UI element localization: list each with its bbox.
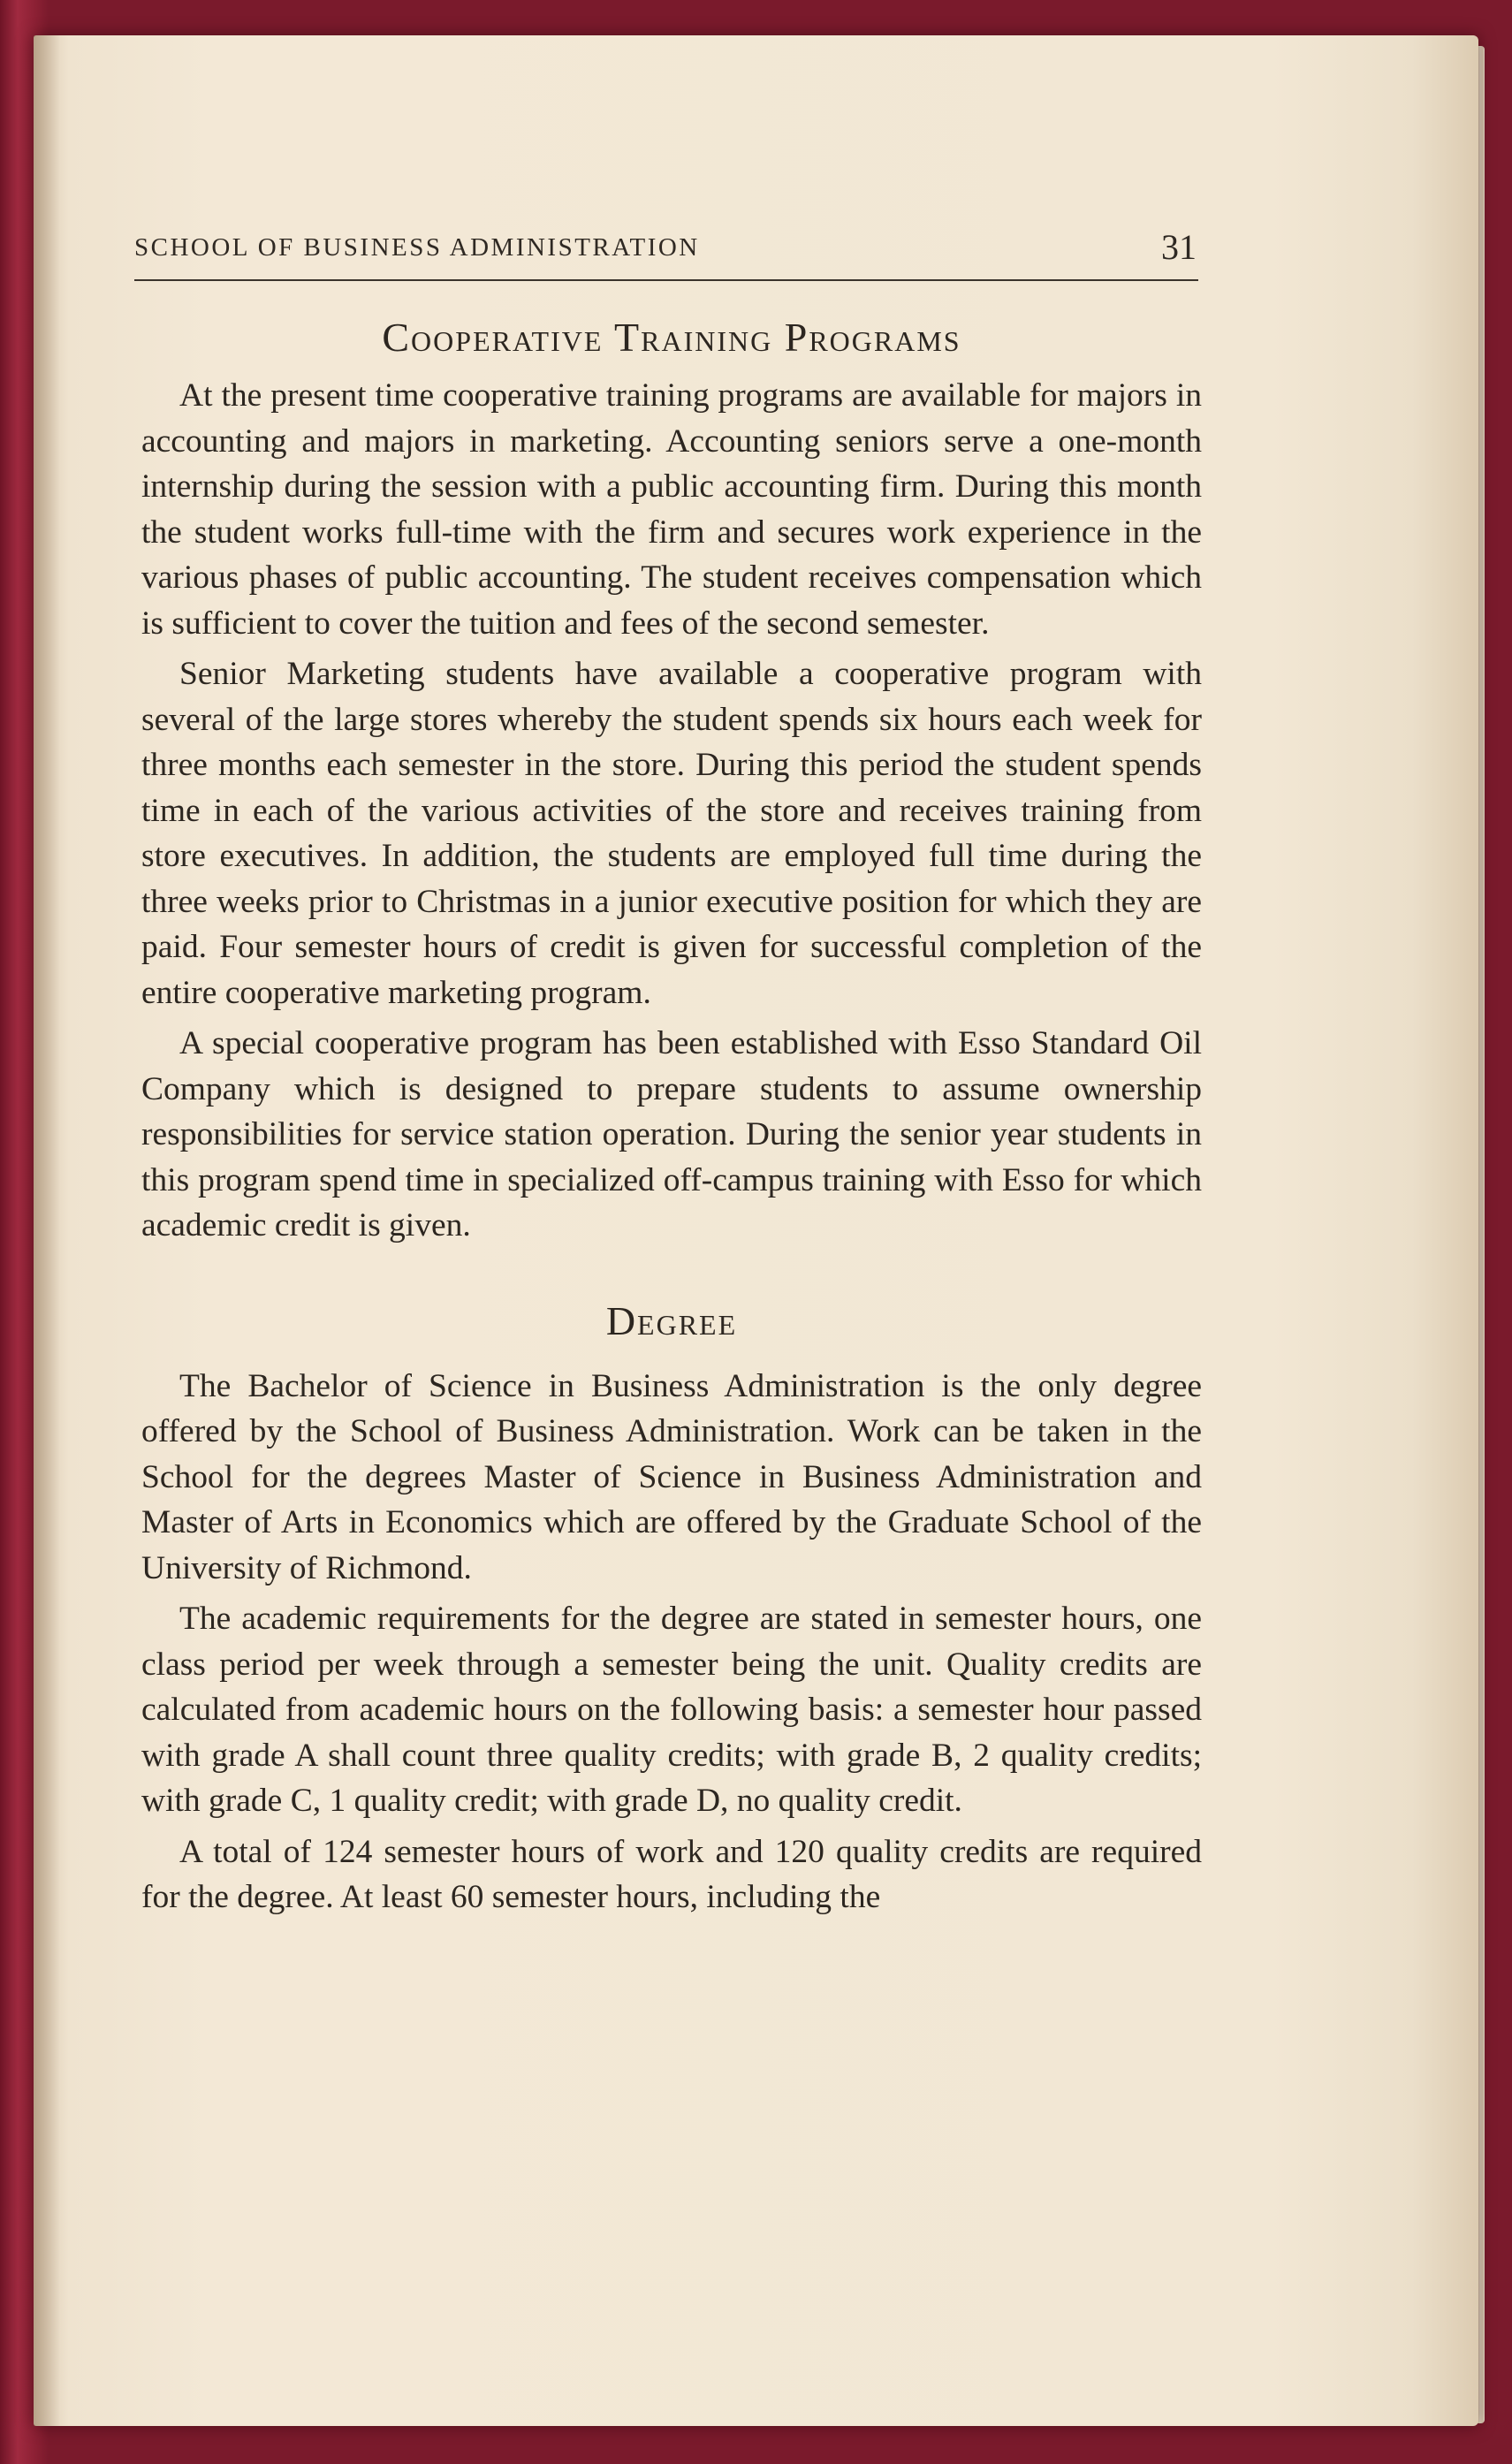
running-title: SCHOOL OF BUSINESS ADMINISTRATION [134,233,700,262]
page-body [141,315,1202,1920]
section-heading-degree: Degree [605,1297,738,1343]
paragraph: Senior Marketing students have available a cooperative program with several of the large stores whereby the student spends six hours each week for three months each semester in the store. During this period the student spends time in each of the various activities of the store and receives training from store executives. In addition, the students are employed full time during the three weeks prior to Christmas in a junior executive position for which they are paid. Four semester hours of credit is given for successful completion of the entire cooperative marketing program. [141,656,1202,1011]
paragraph: The Bachelor of Science in Business Administration is the only degree offered by the School of Business Administration. Work can be taken in the School for the degrees Master of Science in Business Administration and Master of Arts in Economics which are offered by the Graduate School of the University of Richmond. [141,1367,1202,1586]
paragraph: A total of 124 semester hours of work and 120 quality credits are required for the degree. At least 60 semester hours, including the [141,1833,1202,1915]
paragraph: At the present time cooperative training programs are available for majors in accounting and majors in marketing. Accounting seniors serve a one-month internship during the session with a public accounting firm. During this month the student works full-time with the firm and secures work experience in the various phases of public accounting. The student receives compensation which is sufficient to cover the tuition and fees of the second semester. [141,377,1202,642]
running-header [134,226,1198,281]
section-heading-cooperative-training: Cooperative Training Programs [382,315,961,360]
page-number: 31 [1161,227,1197,267]
paragraph: The academic requirements for the degree are stated in semester hours, one class period per week through a semester being the unit. Quality credits are calculated from academic hours on the following basis: a semester hour passed with grade A shall count three quality credits; with grade B, 2 quality credits; with grade C, 1 quality credit; with grade D, no quality credit. [141,1601,1202,1819]
page-gutter-shadow [34,35,60,2426]
paragraph: A special cooperative program has been established with Esso Standard Oil Company which is designed to prepare students to assume ownership responsibilities for service station operation. During the senior year students in this program spend time in specialized off-campus training with Esso for which academic credit is given. [141,1025,1202,1243]
